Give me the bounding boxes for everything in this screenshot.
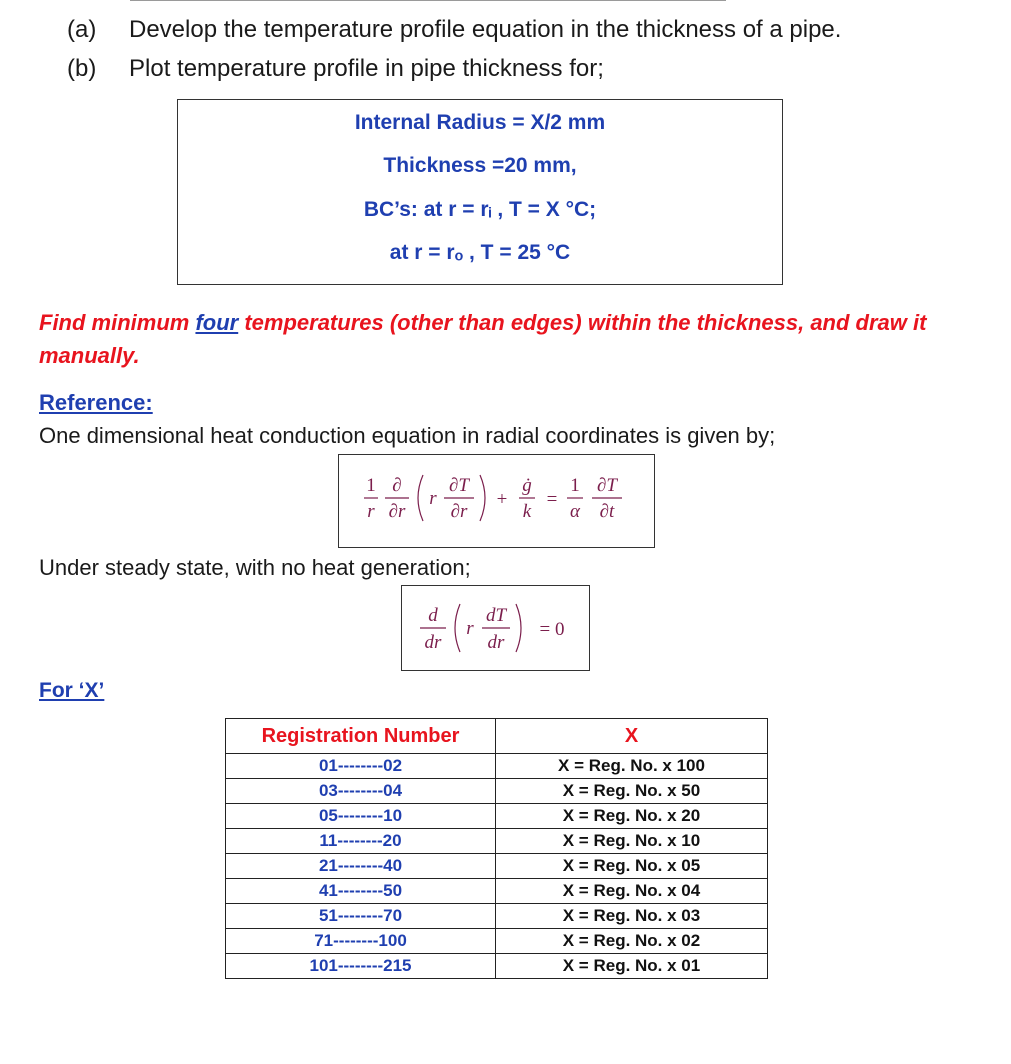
eq1-r: r [429,488,437,509]
registration-table [225,718,768,979]
table-row [226,779,768,804]
x-formula-cell: X = Reg. No. x 04 [496,879,768,904]
eq2-n2: dT [485,605,507,626]
table-row [226,829,768,854]
question-b-text: Plot temperature profile in pipe thickness for; [129,55,604,82]
reg-range-cell: 71--------100 [226,929,496,954]
eq2-rhs: = 0 [539,619,565,640]
heat-equation [339,455,653,546]
table-header-row [226,719,768,754]
eq1-n3: ∂T [449,475,469,496]
top-divider [130,0,726,1]
table-row [226,954,768,979]
question-b-label: (b) [67,55,97,82]
reg-range-cell: 41--------50 [226,879,496,904]
steady-equation [402,586,588,669]
eq1-n6: ∂T [597,475,617,496]
eq2-d1: dr [424,632,442,653]
conditions-box [177,99,783,285]
eq1-d1: r [367,501,375,522]
eq1-n2: ∂ [392,475,402,496]
header-registration-number: Registration Number [226,719,496,754]
eq1-n1: 1 [366,475,376,496]
eq1-d5: α [570,501,580,522]
question-a-text: Develop the temperature profile equation in the thickness of a pipe. [129,16,842,43]
instruction-before: Find minimum [39,310,196,335]
eq1-plus: + [496,489,508,510]
eq1-d2: ∂r [388,501,406,522]
eq1-equals: = [546,489,558,510]
condition-bc-inner: BC’s: at r = rᵢ , T = X °C; [363,198,597,221]
reference-intro: One dimensional heat conduction equation in radial coordinates is given by; [39,423,776,448]
x-formula-cell: X = Reg. No. x 03 [496,904,768,929]
x-formula-cell: X = Reg. No. x 02 [496,929,768,954]
reg-range-cell: 01--------02 [226,754,496,779]
instruction-after: temperatures (other than edges) within the thickness, and draw it manually. [39,310,927,368]
condition-internal-radius: Internal Radius = X/2 mm [354,111,606,134]
reg-range-cell: 101--------215 [226,954,496,979]
steady-state-text: Under steady state, with no heat generation; [39,555,471,580]
condition-thickness: Thickness =20 mm, [383,154,577,177]
eq2-d2: dr [487,632,505,653]
eq2-n1: d [428,605,438,626]
eq1-d3: ∂r [450,501,468,522]
reg-range-cell: 51--------70 [226,904,496,929]
x-formula-cell: X = Reg. No. x 10 [496,829,768,854]
eq1-d6: ∂t [599,501,615,522]
reg-range-cell: 11--------20 [226,829,496,854]
eq1-n5: 1 [570,475,580,496]
question-a-label: (a) [67,16,97,43]
instruction-note [39,306,939,372]
table-row [226,804,768,829]
eq1-close-paren [480,475,485,521]
condition-bc-outer: at r = rₒ , T = 25 °C [389,241,571,264]
heat-equation-box [338,454,655,548]
reg-range-cell: 21--------40 [226,854,496,879]
for-x-heading: For ‘X’ [39,679,105,702]
eq1-d4: k [522,501,532,522]
x-formula-cell: X = Reg. No. x 100 [496,754,768,779]
table-row [226,879,768,904]
question-a [67,15,841,45]
table-row [226,754,768,779]
eq1-open-paren [418,475,423,521]
eq2-open-paren [455,604,460,652]
instruction-emphasis: four [195,310,239,335]
question-b [67,54,604,84]
eq2-r: r [466,618,474,639]
reg-range-cell: 05--------10 [226,804,496,829]
table-row [226,904,768,929]
eq2-close-paren [516,604,521,652]
header-x: X [496,719,768,754]
x-formula-cell: X = Reg. No. x 05 [496,854,768,879]
table-row [226,854,768,879]
steady-equation-box [401,585,590,671]
x-formula-cell: X = Reg. No. x 01 [496,954,768,979]
table-row [226,929,768,954]
x-formula-cell: X = Reg. No. x 50 [496,779,768,804]
reference-heading: Reference: [39,390,153,415]
reg-range-cell: 03--------04 [226,779,496,804]
eq1-n4: ġ [522,475,532,496]
x-formula-cell: X = Reg. No. x 20 [496,804,768,829]
